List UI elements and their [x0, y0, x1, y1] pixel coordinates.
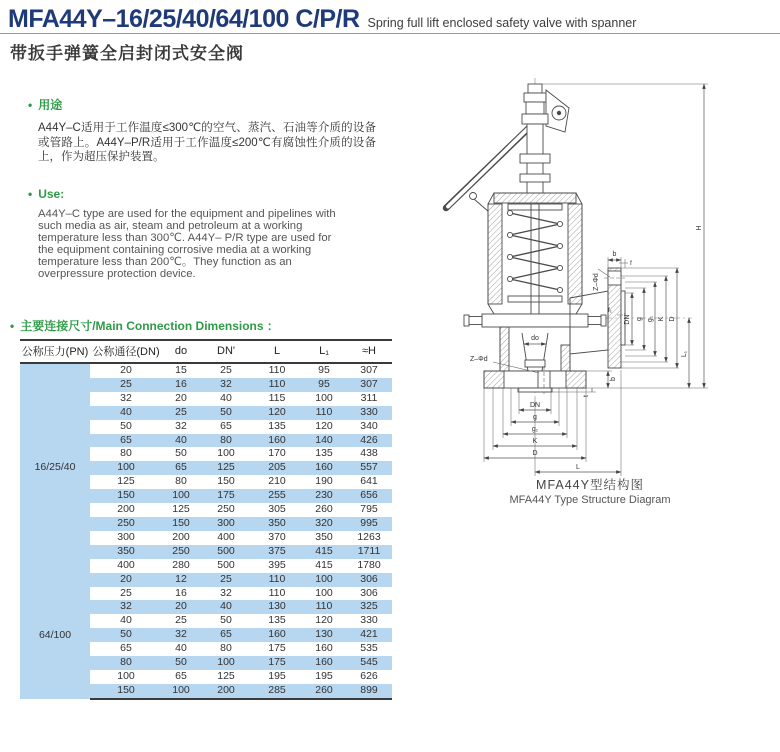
- dimension-cell: 40: [220, 391, 232, 404]
- dimension-cell: 160: [252, 434, 302, 448]
- pn-group-cell: 64/100: [20, 573, 90, 699]
- dimension-cell: 175: [252, 656, 302, 670]
- dimension-cell: 305: [268, 503, 286, 516]
- bullet-icon: •: [10, 319, 15, 333]
- dimension-cell: 350: [315, 530, 333, 543]
- dimension-cell: 307: [346, 378, 392, 392]
- dimension-cell: 40: [175, 642, 187, 655]
- diagram-caption-en: MFA44Y Type Structure Diagram: [509, 494, 671, 506]
- dimension-cell: 170: [268, 447, 286, 460]
- dimension-cell: 260: [315, 503, 333, 516]
- dimension-cell: 250: [162, 545, 200, 559]
- dimension-cell: 95: [318, 364, 330, 376]
- use-en-body: A44Y–C type are used for the equipment and pipelines with such media as air, steam and petroleum at a working temperature less than 300℃. A44Y– P/R type are used for the equipment containing corrosive media at a working temperature less than 200℃。They function as an overpressure protection device.: [38, 208, 336, 281]
- dimension-cell: 320: [302, 517, 346, 531]
- dimension-cell: 20: [120, 364, 132, 376]
- dim-label-bolt-out: Z–Φd: [593, 273, 600, 291]
- bullet-icon: •: [28, 98, 33, 112]
- dimension-cell: 626: [360, 669, 378, 682]
- column-header-l: L: [252, 340, 302, 363]
- dimension-cell: 175: [268, 642, 286, 655]
- section-heading-use-en: [28, 187, 358, 201]
- dimension-cell: 300: [200, 517, 252, 531]
- table-header-row: [20, 340, 392, 363]
- section-use-en: [28, 187, 358, 281]
- dimensions-table-body: [20, 363, 392, 699]
- dimension-cell: 110: [268, 364, 286, 376]
- dimension-cell: 230: [302, 489, 346, 503]
- dim-label-f1: f₁: [608, 307, 612, 314]
- dimension-cell: 250: [217, 503, 235, 516]
- dimension-cell: 80: [90, 656, 162, 670]
- dimension-cell: 426: [346, 434, 392, 448]
- dimension-cell: 65: [120, 642, 132, 655]
- page-title: MFA44Y–16/25/40/64/100 C/P/R: [8, 5, 360, 33]
- dimension-cell: 130: [302, 628, 346, 642]
- dimension-cell: 20: [90, 573, 162, 587]
- dimension-cell: 195: [268, 669, 286, 682]
- dimension-cell: 125: [172, 503, 190, 516]
- dimension-cell: 80: [175, 475, 187, 488]
- dimension-cell: 190: [315, 475, 333, 488]
- dimension-cell: 80: [220, 642, 232, 655]
- dimension-cell: 25: [90, 378, 162, 392]
- dimension-cell: 395: [268, 558, 286, 571]
- dimension-cell: 25: [175, 614, 187, 627]
- dimension-cell: 200: [200, 684, 252, 699]
- dimension-cell: 150: [217, 475, 235, 488]
- dimension-cell: 330: [360, 614, 378, 627]
- dimension-cell: 50: [200, 406, 252, 420]
- dim-label-DN: DN: [529, 402, 541, 409]
- dimension-cell: 25: [220, 364, 232, 376]
- dimension-cell: 100: [315, 391, 333, 404]
- dimension-cell: 40: [120, 614, 132, 627]
- valve-drawing: [420, 58, 780, 478]
- dimension-cell: 20: [162, 600, 200, 614]
- dimension-cell: 535: [360, 642, 378, 655]
- dimensions-table: [20, 339, 392, 700]
- dimension-cell: 120: [315, 614, 333, 627]
- dimension-cell: 32: [120, 391, 132, 404]
- diagram-caption: [420, 475, 760, 506]
- dim-label-H: H: [696, 225, 703, 231]
- dim-label-L1: L₁: [681, 350, 688, 358]
- dimension-cell: 100: [90, 461, 162, 475]
- dimension-cell: 65: [90, 434, 162, 448]
- spring-housing: [488, 193, 582, 326]
- section-heading-use-zh: [28, 96, 376, 113]
- dimension-cell: 65: [162, 461, 200, 475]
- dimension-cell: 95: [302, 378, 346, 392]
- dimension-cell: 311: [360, 391, 378, 404]
- outlet-dimensions: [624, 84, 704, 388]
- dimensions-heading: [10, 317, 400, 334]
- dimension-cell: 110: [302, 406, 346, 420]
- dimension-cell: 110: [302, 600, 346, 614]
- dimension-cell: 130: [252, 600, 302, 614]
- dimension-cell: 340: [360, 419, 378, 432]
- dimension-cell: 1263: [357, 530, 381, 543]
- dimension-cell: 656: [346, 489, 392, 503]
- dimension-cell: 350: [252, 517, 302, 531]
- use-en-heading-text: Use:: [38, 187, 65, 201]
- dimension-cell: 135: [268, 614, 286, 627]
- dimension-cell: 285: [252, 684, 302, 699]
- dimension-cell: 140: [302, 434, 346, 448]
- column-header-l1: L₁: [302, 340, 346, 363]
- use-zh-heading-text: 用途: [38, 98, 63, 112]
- dimension-cell: 370: [268, 530, 286, 543]
- dimension-cell: 100: [217, 447, 235, 460]
- dimension-cell: 995: [346, 517, 392, 531]
- dimension-cell: 205: [252, 461, 302, 475]
- dimension-cell: 195: [315, 669, 333, 682]
- column-header-pn: 公称压力(PN): [20, 340, 90, 363]
- dimension-cell: 120: [315, 419, 333, 432]
- use-zh-body: A44Y–C适用于工作温度≤300℃的空气、蒸汽、石油等介质的设备或管路上。A44Y–P/R适用于工作温度≤200℃有腐蚀性介质的设备上，作为超压保护装置。: [38, 122, 376, 164]
- dim-label-g-out: g: [636, 317, 643, 321]
- column-header-do: do: [162, 340, 200, 363]
- dimension-cell: 40: [162, 434, 200, 448]
- dimension-cell: 255: [252, 489, 302, 503]
- dimension-cell: 250: [90, 517, 162, 531]
- dimension-cell: 545: [346, 656, 392, 670]
- dimension-cell: 135: [315, 447, 333, 460]
- dimension-cell: 438: [360, 447, 378, 460]
- dim-label-K-out: K: [658, 316, 665, 322]
- pn-group-cell: 16/25/40: [20, 363, 90, 573]
- dimension-cell: 100: [117, 669, 135, 682]
- dimension-cell: 50: [220, 614, 232, 627]
- dimension-cell: 50: [175, 447, 187, 460]
- header-divider: [0, 33, 780, 34]
- header: [8, 5, 636, 34]
- dimension-cell: 32: [220, 586, 232, 599]
- dim-label-f: f: [630, 260, 632, 267]
- dimension-cell: 260: [302, 684, 346, 699]
- dimension-cell: 175: [200, 489, 252, 503]
- dim-label-D-bottom: D: [532, 450, 538, 457]
- dimension-cell: 135: [268, 419, 286, 432]
- dim-label-b-out: b: [612, 251, 617, 258]
- dimension-cell: 280: [172, 558, 190, 571]
- column-header-h: ≈H: [346, 340, 392, 363]
- dimension-cell: 160: [302, 656, 346, 670]
- inlet-dimensions: [484, 402, 621, 472]
- dimension-cell: 65: [220, 419, 232, 432]
- dimension-cell: 200: [117, 503, 135, 516]
- dimension-cell: 350: [90, 545, 162, 559]
- dimension-cell: 210: [268, 475, 286, 488]
- dimension-cell: 16: [175, 586, 187, 599]
- subtitle-chinese: 带扳手弹簧全启封闭式安全阀: [10, 44, 244, 63]
- subtitle-english: Spring full lift enclosed safety valve with spanner: [367, 16, 637, 30]
- dimension-cell: 80: [120, 447, 132, 460]
- dimension-cell: 160: [315, 642, 333, 655]
- dimension-cell: 125: [217, 669, 235, 682]
- dimensions-heading-text: 主要连接尺寸/Main Connection Dimensions ：: [20, 319, 279, 333]
- dimension-cell: 100: [315, 586, 333, 599]
- dimension-cell: 150: [162, 517, 200, 531]
- bullet-icon: •: [28, 187, 33, 201]
- dimension-cell: 160: [302, 461, 346, 475]
- section-use-zh: [28, 96, 376, 165]
- diagram-caption-zh: MFA44Y型结构图: [536, 478, 644, 492]
- dimension-cell: 15: [175, 364, 187, 376]
- dimension-cell: 415: [302, 545, 346, 559]
- dimension-cell: 415: [315, 558, 333, 571]
- dimension-cell: 50: [120, 419, 132, 432]
- dimension-cell: 32: [90, 600, 162, 614]
- dimension-cell: 100: [162, 489, 200, 503]
- dimension-cell: 32: [200, 378, 252, 392]
- dimension-cell: 400: [217, 530, 235, 543]
- dimension-cell: 100: [302, 573, 346, 587]
- dimension-cell: 20: [175, 391, 187, 404]
- dim-label-D-out: D: [669, 316, 676, 322]
- dimension-cell: 65: [200, 628, 252, 642]
- dimension-cell: 400: [117, 558, 135, 571]
- dim-label-L: L: [576, 464, 580, 471]
- dimension-cell: 80: [200, 434, 252, 448]
- dimension-cell: 65: [175, 669, 187, 682]
- structure-diagram: [420, 58, 780, 506]
- dimension-cell: 500: [217, 558, 235, 571]
- dimension-cell: 306: [360, 586, 378, 599]
- section-dimensions: [0, 317, 400, 700]
- dim-label-b-bottom: b: [610, 377, 617, 381]
- table-row: [20, 573, 392, 587]
- dimension-cell: 300: [117, 530, 135, 543]
- dimension-cell: 325: [346, 600, 392, 614]
- dimension-cell: 1780: [357, 558, 381, 571]
- table-row: [20, 363, 392, 378]
- dimension-cell: 120: [252, 406, 302, 420]
- dimension-cell: 25: [162, 406, 200, 420]
- dimension-cell: 330: [346, 406, 392, 420]
- dimension-cell: 421: [346, 628, 392, 642]
- dimension-cell: 795: [360, 503, 378, 516]
- dim-label-g1-bottom: g₁: [531, 426, 539, 433]
- dimension-cell: 150: [90, 489, 162, 503]
- valve-seat: [525, 360, 545, 367]
- column-header-dn: 公称通径(DN): [90, 340, 162, 363]
- dimension-cell: 557: [346, 461, 392, 475]
- dimension-cell: 32: [175, 419, 187, 432]
- dimension-cell: 50: [162, 656, 200, 670]
- dimension-cell: 40: [90, 406, 162, 420]
- dim-label-K-bottom: K: [532, 438, 538, 445]
- dimension-cell: 40: [200, 600, 252, 614]
- dimension-cell: 160: [252, 628, 302, 642]
- dimension-cell: 110: [252, 378, 302, 392]
- dimension-cell: 307: [360, 364, 378, 376]
- dimension-cell: 375: [252, 545, 302, 559]
- dimension-cell: 25: [120, 586, 132, 599]
- bonnet-neck: [520, 102, 550, 193]
- dimension-cell: 306: [346, 573, 392, 587]
- dim-label-g1-out: g₁: [647, 315, 654, 323]
- dimension-cell: 25: [200, 573, 252, 587]
- dimension-cell: 500: [200, 545, 252, 559]
- dim-label-DN-out: DN': [624, 313, 631, 325]
- dimension-cell: 32: [162, 628, 200, 642]
- column-header-dn2: DN': [200, 340, 252, 363]
- dimension-cell: 100: [200, 656, 252, 670]
- dimension-cell: 115: [268, 391, 286, 404]
- dimension-cell: 125: [200, 461, 252, 475]
- dimension-cell: 16: [162, 378, 200, 392]
- dimension-cell: 100: [162, 684, 200, 699]
- dimension-cell: 641: [360, 475, 378, 488]
- dim-label-do: do: [531, 335, 539, 342]
- dimension-cell: 150: [90, 684, 162, 699]
- dimension-cell: 125: [117, 475, 135, 488]
- dim-label-g-bottom: g: [533, 414, 537, 421]
- dimension-cell: 110: [268, 586, 286, 599]
- dimension-cell: 899: [346, 684, 392, 699]
- dim-label-bolt-bottom: Z–Φd: [470, 356, 488, 363]
- bonnet-flange: [464, 314, 606, 327]
- dimension-cell: 200: [172, 530, 190, 543]
- dimension-cell: 1711: [346, 545, 392, 559]
- dimension-cell: 12: [162, 573, 200, 587]
- dim-label-t: t: [583, 395, 590, 397]
- dimension-cell: 50: [90, 628, 162, 642]
- dimension-cell: 110: [252, 573, 302, 587]
